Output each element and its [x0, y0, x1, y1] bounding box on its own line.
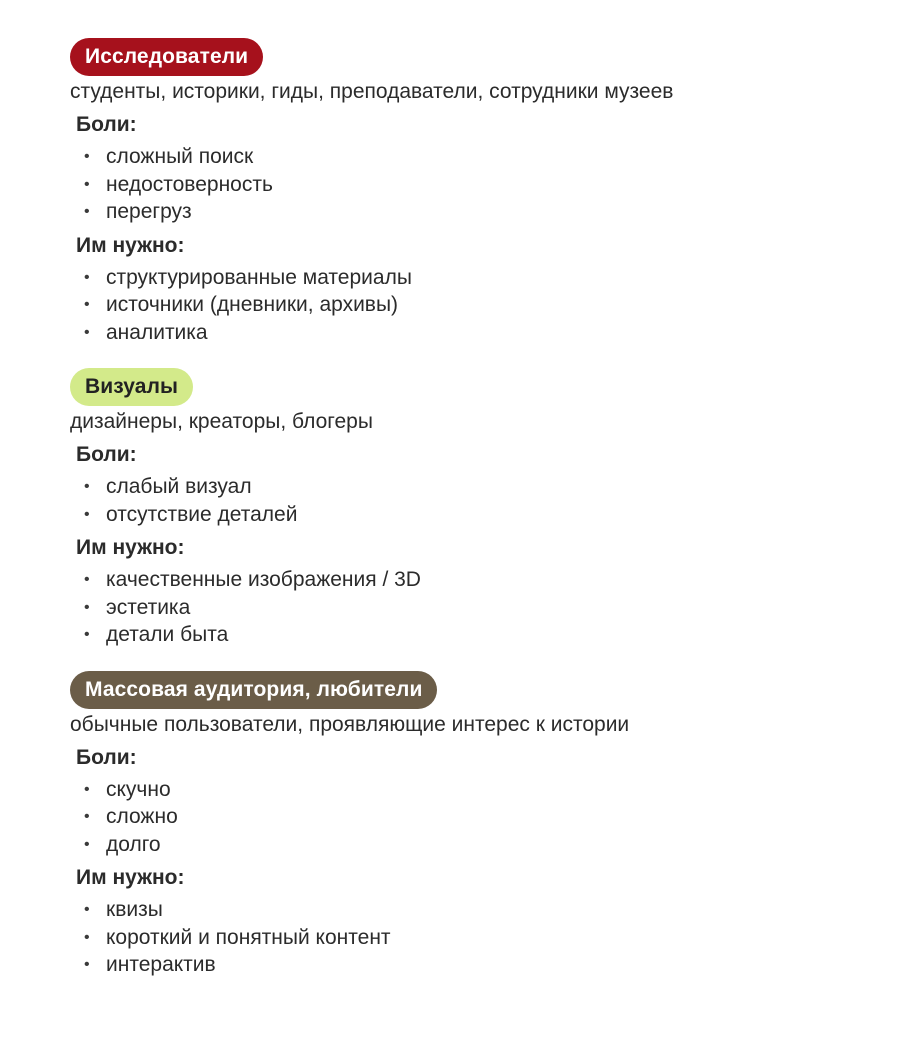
- list-item: [70, 264, 870, 292]
- list-item: [70, 924, 870, 952]
- audience-segments: [70, 38, 870, 979]
- needs-list: [70, 264, 870, 347]
- needs-list: [70, 566, 870, 649]
- list-item-text: качественные изображения / 3D: [106, 568, 421, 591]
- bullet-icon: •: [84, 323, 90, 341]
- bullet-icon: •: [84, 780, 90, 798]
- pains-heading: Боли:: [76, 113, 137, 136]
- list-item: [70, 594, 870, 622]
- bullet-icon: •: [84, 626, 90, 643]
- list-item: [70, 473, 870, 501]
- list-item-text: аналитика: [106, 320, 208, 344]
- list-item-text: источники (дневники, архивы): [106, 293, 399, 316]
- bullet-icon: •: [84, 571, 90, 588]
- list-item-text: слабый визуал: [106, 475, 252, 498]
- segment-badge-researchers: Исследователи: [70, 38, 263, 76]
- pains-list: [70, 473, 870, 528]
- bullet-icon: •: [84, 478, 90, 495]
- segment-badge-mass-audience: Массовая аудитория, любители: [70, 671, 437, 709]
- list-item-text: скучно: [106, 777, 171, 801]
- segment-description: дизайнеры, креаторы, блогеры: [70, 410, 373, 433]
- list-item-text: структурированные материалы: [106, 265, 412, 289]
- needs-list: [70, 896, 870, 979]
- bullet-icon: •: [84, 296, 90, 313]
- bullet-icon: •: [84, 175, 90, 193]
- list-item: [70, 198, 870, 226]
- segment-description: студенты, историки, гиды, преподаватели, сотрудники музеев: [70, 80, 674, 103]
- list-item: [70, 776, 870, 804]
- list-item-text: недостоверность: [106, 172, 273, 196]
- bullet-icon: •: [84, 203, 90, 220]
- list-item: [70, 319, 870, 347]
- bullet-icon: •: [84, 505, 90, 523]
- bullet-icon: •: [84, 928, 90, 946]
- list-item-text: сложный поиск: [106, 145, 254, 168]
- list-item: [70, 803, 870, 831]
- list-item-text: сложно: [106, 805, 178, 828]
- bullet-icon: •: [84, 268, 90, 286]
- pains-list: [70, 776, 870, 859]
- list-item: [70, 171, 870, 199]
- segment-researchers: [70, 38, 870, 346]
- bullet-icon: •: [84, 956, 90, 973]
- bullet-icon: •: [84, 901, 90, 918]
- pains-heading: Боли:: [76, 745, 137, 769]
- list-item: [70, 896, 870, 924]
- segment-visuals: [70, 368, 870, 649]
- list-item-text: интерактив: [106, 953, 216, 976]
- needs-heading: Им нужно:: [76, 536, 185, 559]
- list-item: [70, 951, 870, 979]
- list-item: [70, 566, 870, 594]
- list-item: [70, 831, 870, 859]
- list-item-text: детали быта: [106, 623, 229, 646]
- list-item-text: короткий и понятный контент: [106, 925, 391, 949]
- needs-heading: Им нужно:: [76, 866, 185, 889]
- segment-description: обычные пользователи, проявляющие интерес к истории: [70, 712, 630, 736]
- list-item: [70, 143, 870, 171]
- list-item-text: отсутствие деталей: [106, 502, 298, 526]
- needs-heading: Им нужно:: [76, 233, 185, 257]
- list-item: [70, 621, 870, 649]
- list-item-text: квизы: [106, 898, 163, 921]
- pains-list: [70, 143, 870, 226]
- bullet-icon: •: [84, 148, 90, 165]
- list-item-text: перегруз: [106, 200, 192, 223]
- list-item-text: эстетика: [106, 595, 191, 619]
- segment-mass-audience: [70, 671, 870, 979]
- bullet-icon: •: [84, 598, 90, 616]
- list-item: [70, 291, 870, 319]
- pains-heading: Боли:: [76, 443, 137, 466]
- bullet-icon: •: [84, 808, 90, 825]
- segment-badge-visuals: Визуалы: [70, 368, 193, 406]
- list-item: [70, 501, 870, 529]
- list-item-text: долго: [106, 832, 161, 856]
- bullet-icon: •: [84, 835, 90, 853]
